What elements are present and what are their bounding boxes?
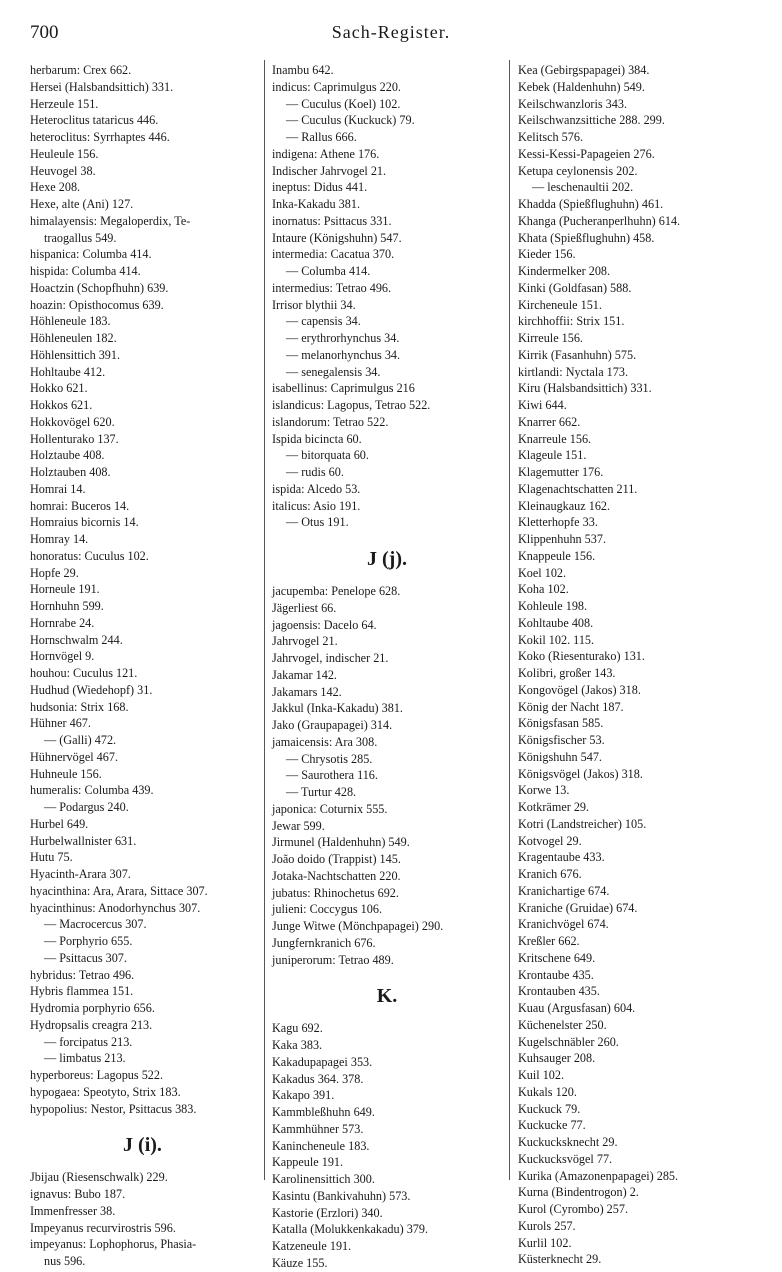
index-entry: Heteroclitus tataricus 446. [30,113,159,128]
index-entry: Kohltaube 408. [518,615,594,630]
index-entry: houhou: Cuculus 121. [30,666,138,680]
index-entry: jubatus: Rhinochetus 692. [272,885,399,900]
index-entry: Kasintu (Bankivahuhn) 573. [272,1188,411,1203]
index-entry: Jahrvogel, indischer 21. [272,651,389,665]
index-entry: herbarum: Crex 662. [30,63,132,77]
index-entry: — Cuculus (Koel) 102. [286,96,401,111]
index-entry: kirtlandi: Nyctala 173. [518,364,628,379]
index-entry: Kuckucke 77. [518,1118,586,1133]
index-entry: Keilschwanzsittiche 288. 299. [518,113,665,128]
index-entry: Holztaube 408. [30,448,105,463]
index-entry: Kragentaube 433. [518,850,605,865]
index-entry: Koel 102. [518,565,567,580]
index-entry: Hohltaube 412. [30,364,106,379]
index-entry: Hydropsalis creagra 213. [30,1017,153,1032]
index-entry: Hopfe 29. [30,565,79,580]
index-entry: Königsfasan 585. [518,716,604,731]
index-entry: hyacinthinus: Anodorhynchus 307. [30,900,201,915]
index-entry: Höhleneulen 182. [30,331,117,345]
index-entry: — Psittacus 307. [44,950,127,965]
index-entry: italicus: Asio 191. [272,498,361,513]
index-entry: Kea (Gebirgspapagei) 384. [518,63,650,77]
index-entry: Jakamar 142. [272,667,337,682]
index-entry: intermedia: Cacatua 370. [272,247,395,262]
index-entry: Kranichvögel 674. [518,917,609,932]
index-entry: — rudis 60. [286,465,344,479]
index-entry: Kukals 120. [518,1084,577,1099]
index-entry: — Saurothera 116. [286,768,378,783]
index-entry: Kammbleßhuhn 649. [272,1105,375,1119]
index-entry: ineptus: Didus 441. [272,180,368,195]
index-entry: Katalla (Molukkenkakadu) 379. [272,1222,429,1237]
index-entry: hypogaea: Speotyto, Strix 183. [30,1084,181,1099]
index-entry: — capensis 34. [286,314,361,329]
index-entry: Klippenhuhn 537. [518,532,607,546]
index-column-1 [30,62,255,1270]
index-entry: ispida: Alcedo 53. [272,481,361,496]
index-entry: Kelitsch 576. [518,130,583,144]
index-entry: Hyacinth-Arara 307. [30,867,131,881]
index-entry: Jewar 599. [272,818,325,833]
index-entry: Königsfischer 53. [518,733,605,747]
index-entry: Kongovögel (Jakos) 318. [518,682,641,697]
index-entry: Kessi-Kessi-Papageien 276. [518,146,655,161]
index-entry: Holztauben 408. [30,465,111,479]
index-entry: Kurna (Bindentrogon) 2. [518,1185,639,1200]
index-entry: Inka-Kakadu 381. [272,197,360,211]
column-divider [264,60,265,1180]
index-entry: Knappeule 156. [518,548,596,563]
index-entry: Hexe 208. [30,180,81,195]
index-entry: indicus: Caprimulgus 220. [272,79,401,94]
index-entry: — melanorhynchus 34. [286,347,401,362]
index-entry: Heuleule 156. [30,146,99,161]
index-entry: — Chrysotis 285. [286,751,373,766]
page-header [0,20,782,50]
index-entry: Hurbel 649. [30,816,89,831]
index-entry: Kugelschnäbler 260. [518,1034,619,1049]
index-entry: Kirreule 156. [518,331,583,345]
index-entry: Knarreule 156. [518,431,592,446]
column-divider [509,60,510,1180]
index-entry: Kuil 102. [518,1068,565,1082]
index-entry: intermedius: Tetrao 496. [272,280,392,295]
index-entry: Khanga (Pucheranperlhuhn) 614. [518,213,681,228]
index-entry: Koha 102. [518,582,569,597]
index-entry: Herzeule 151. [30,96,99,111]
index-entry: Keilschwanzloris 343. [518,96,627,111]
index-entry: Kurika (Amazonenpapagei) 285. [518,1168,679,1183]
index-entry: Katzeneule 191. [272,1239,352,1253]
index-entry: — Podargus 240. [44,800,129,814]
index-entry: Inambu 642. [272,63,334,77]
index-entry: hypopolius: Nestor, Psittacus 383. [30,1101,197,1116]
letter-heading: J (j). [367,548,407,570]
index-entry: Jahrvogel 21. [272,634,338,649]
index-entry: Horneule 191. [30,582,100,597]
index-entry: König der Nacht 187. [518,699,624,714]
index-entry: jacupemba: Penelope 628. [272,584,401,598]
index-entry: Kurols 257. [518,1218,576,1233]
index-entry: Homray 14. [30,532,89,546]
index-entry: Kranich 676. [518,867,582,881]
index-entry: Kotkrämer 29. [518,800,590,814]
index-entry: Jakkul (Inka-Kakadu) 381. [272,701,403,716]
index-entry: nus 596. [44,1254,86,1268]
index-entry: himalayensis: Megaloperdix, Te- [30,213,191,228]
index-entry: Klagemutter 176. [518,465,604,479]
index-entry: — Turtur 428. [286,785,357,799]
index-entry: Höhlensittich 391. [30,347,121,362]
index-entry: — forcipatus 213. [44,1034,133,1049]
index-entry: Hersei (Halsbandsittich) 331. [30,79,174,94]
index-entry: Junge Witwe (Mönchpapagei) 290. [272,919,444,933]
index-entry: Homrai 14. [30,481,86,496]
index-column-3 [518,62,762,1268]
index-entry: Kiru (Halsbandsittich) 331. [518,381,652,396]
index-entry: Höhleneule 183. [30,314,111,329]
index-entry: Krontauben 435. [518,984,600,999]
index-entry: — senegalensis 34. [286,364,381,379]
index-entry: Hurbelwallnister 631. [30,833,137,848]
index-entry: hyperboreus: Lagopus 522. [30,1068,164,1082]
index-entry: Ispida bicincta 60. [272,431,362,446]
index-entry: jagoensis: Dacelo 64. [272,617,377,632]
letter-heading: J (i). [123,1134,162,1157]
index-entry: julieni: Coccygus 106. [272,902,383,917]
index-entry: Hudhud (Wiedehopf) 31. [30,682,153,697]
index-entry: inornatus: Psittacus 331. [272,213,392,228]
index-entry: — Porphyrio 655. [44,934,133,948]
index-entry: Hydromia porphyrio 656. [30,1001,155,1015]
index-entry: — (Galli) 472. [44,733,117,747]
index-entry: Kranichartige 674. [518,883,610,898]
index-entry: Kuhsauger 208. [518,1051,596,1066]
index-entry: Kuckucksvögel 77. [518,1151,613,1166]
index-entry: Impeyanus recurvirostris 596. [30,1220,176,1235]
index-entry: honoratus: Cuculus 102. [30,548,149,563]
index-entry: Kastorie (Erzlori) 340. [272,1205,383,1220]
index-entry: Hexe, alte (Ani) 127. [30,197,134,211]
index-entry: Königsvögel (Jakos) 318. [518,766,643,781]
index-entry: — bitorquata 60. [286,448,369,463]
index-entry: Jirmunel (Haldenhuhn) 549. [272,835,410,850]
index-entry: Kirrik (Fasanhuhn) 575. [518,347,637,362]
index-entry: indigena: Athene 176. [272,146,380,161]
index-entry: Kagu 692. [272,1021,323,1036]
index-entry: Jungfernkranich 676. [272,935,376,950]
index-entry: heteroclitus: Syrrhaptes 446. [30,130,170,144]
index-entry: hybridus: Tetrao 496. [30,967,135,982]
index-entry: Ketupa ceylonensis 202. [518,163,638,178]
index-entry: Hokkovögel 620. [30,414,115,429]
index-entry: Hokko 621. [30,381,88,396]
index-entry: Kinki (Goldfasan) 588. [518,280,632,295]
index-column-2 [272,62,502,1272]
index-entry: kirchhoffii: Strix 151. [518,314,625,329]
index-entry: Hornhuhn 599. [30,599,104,613]
index-entry: Klagenachtschatten 211. [518,481,638,496]
index-entry: traogallus 549. [44,230,117,245]
index-entry: Knarrer 662. [518,414,581,429]
index-entry: hispanica: Columba 414. [30,247,152,262]
index-entry: Hutu 75. [30,850,73,865]
index-entry: Küsterknecht 29. [518,1252,602,1267]
index-entry: Korwe 13. [518,783,570,798]
index-entry: Kieder 156. [518,247,576,262]
index-entry: Kappeule 191. [272,1155,344,1170]
index-entry: Kircheneule 151. [518,297,602,312]
index-entry: Jbijau (Riesenschwalk) 229. [30,1170,168,1185]
index-entry: — limbatus 213. [44,1051,126,1066]
index-entry: Hornvögel 9. [30,649,95,664]
index-entry: Kurlil 102. [518,1235,572,1250]
index-entry: Hühnervögel 467. [30,749,119,764]
index-entry: ignavus: Bubo 187. [30,1187,126,1201]
index-entry: Indischer Jahrvogel 21. [272,163,387,178]
index-entry: Hollenturako 137. [30,431,119,446]
index-entry: Krontaube 435. [518,967,594,982]
index-entry: — Otus 191. [286,515,349,530]
index-entry: Küchenelster 250. [518,1017,607,1032]
index-entry: islandicus: Lagopus, Tetrao 522. [272,398,431,412]
index-entry: — Macrocercus 307. [44,917,147,932]
index-entry: Kleinaugkauz 162. [518,498,611,513]
page-number: 700 [30,22,59,43]
index-entry: — Columba 414. [286,264,371,278]
index-entry: Kuckucksknecht 29. [518,1135,618,1149]
index-entry: juniperorum: Tetrao 489. [272,952,394,967]
index-entry: Kotri (Landstreicher) 105. [518,816,647,831]
index-entry: Jägerliest 66. [272,600,337,615]
index-entry: Hokkos 621. [30,398,93,412]
index-entry: Kammhühner 573. [272,1121,364,1136]
index-entry: Klageule 151. [518,448,587,463]
index-entry: humeralis: Columba 439. [30,783,154,798]
index-entry: — Rallus 666. [286,130,357,144]
index-entry: Kakadus 364. 378. [272,1071,364,1086]
index-entry: Jotaka-Nachtschatten 220. [272,868,401,883]
index-entry: jamaicensis: Ara 308. [272,734,378,749]
index-entry: — erythrorhynchus 34. [286,331,400,345]
index-entry: Kindermelker 208. [518,264,611,278]
index-entry: Hybris flammea 151. [30,984,134,999]
index-entry: Kakadupapagei 353. [272,1054,373,1069]
index-entry: — Cuculus (Kuckuck) 79. [286,113,415,128]
index-entry: hyacinthina: Ara, Arara, Sittace 307. [30,883,208,898]
index-entry: Khata (Spießflughuhn) 458. [518,230,655,245]
index-entry: Irrisor blythii 34. [272,297,356,312]
index-entry: Homraius bicornis 14. [30,515,139,530]
index-entry: hudsonia: Strix 168. [30,699,129,714]
index-entry: Hoactzin (Schopfhuhn) 639. [30,280,169,295]
index-entry: Hornschwalm 244. [30,632,123,647]
index-entry: Kraniche (Gruidae) 674. [518,900,638,915]
index-entry: Kurol (Cyrombo) 257. [518,1202,629,1216]
index-entry: Kiwi 644. [518,398,567,412]
index-entry: Khadda (Spießflughuhn) 461. [518,197,664,211]
index-entry: Kebek (Haldenhuhn) 549. [518,79,645,94]
index-entry: Karolinensittich 300. [272,1172,375,1186]
index-entry: Kakapo 391. [272,1088,335,1103]
index-entry: Königshuhn 547. [518,749,602,764]
index-entry: islandorum: Tetrao 522. [272,414,389,429]
index-entry: hoazin: Opisthocomus 639. [30,297,164,312]
letter-heading: K. [376,985,398,1008]
index-entry: Hühner 467. [30,716,91,731]
index-entry: Jako (Graupapagei) 314. [272,718,393,732]
index-entry: Hornrabe 24. [30,615,95,630]
index-entry: Kuau (Argusfasan) 604. [518,1001,636,1015]
index-entry: isabellinus: Caprimulgus 216 [272,381,415,396]
index-entry: Kletterhopfe 33. [518,515,598,530]
index-entry: Intaure (Königshuhn) 547. [272,230,402,245]
index-entry: Käuze 155. [272,1255,328,1270]
index-entry: hispida: Columba 414. [30,264,141,278]
index-entry: Heuvogel 38. [30,163,96,178]
index-entry: João doido (Trappist) 145. [272,852,401,866]
index-entry: Kanincheneule 183. [272,1138,370,1153]
index-entry: japonica: Coturnix 555. [272,801,388,816]
index-entry: Huhneule 156. [30,766,102,781]
index-entry: Kuckuck 79. [518,1101,581,1116]
index-entry: Kolibri, großer 143. [518,666,616,680]
index-entry: Kreßler 662. [518,934,580,948]
index-entry: Koko (Riesenturako) 131. [518,649,645,664]
index-entry: Kaka 383. [272,1038,323,1052]
running-title: Sach-Register. [331,22,451,42]
index-entry: — leschenaultii 202. [532,180,634,195]
index-entry: homrai: Buceros 14. [30,498,130,513]
index-entry: Jakamars 142. [272,684,342,699]
index-entry: Immenfresser 38. [30,1203,116,1218]
index-entry: Kotvogel 29. [518,833,582,848]
index-entry: Kritschene 649. [518,950,596,965]
index-entry: impeyanus: Lophophorus, Phasia- [30,1237,197,1252]
index-entry: Kohleule 198. [518,599,588,613]
index-entry: Kokil 102. 115. [518,632,595,647]
